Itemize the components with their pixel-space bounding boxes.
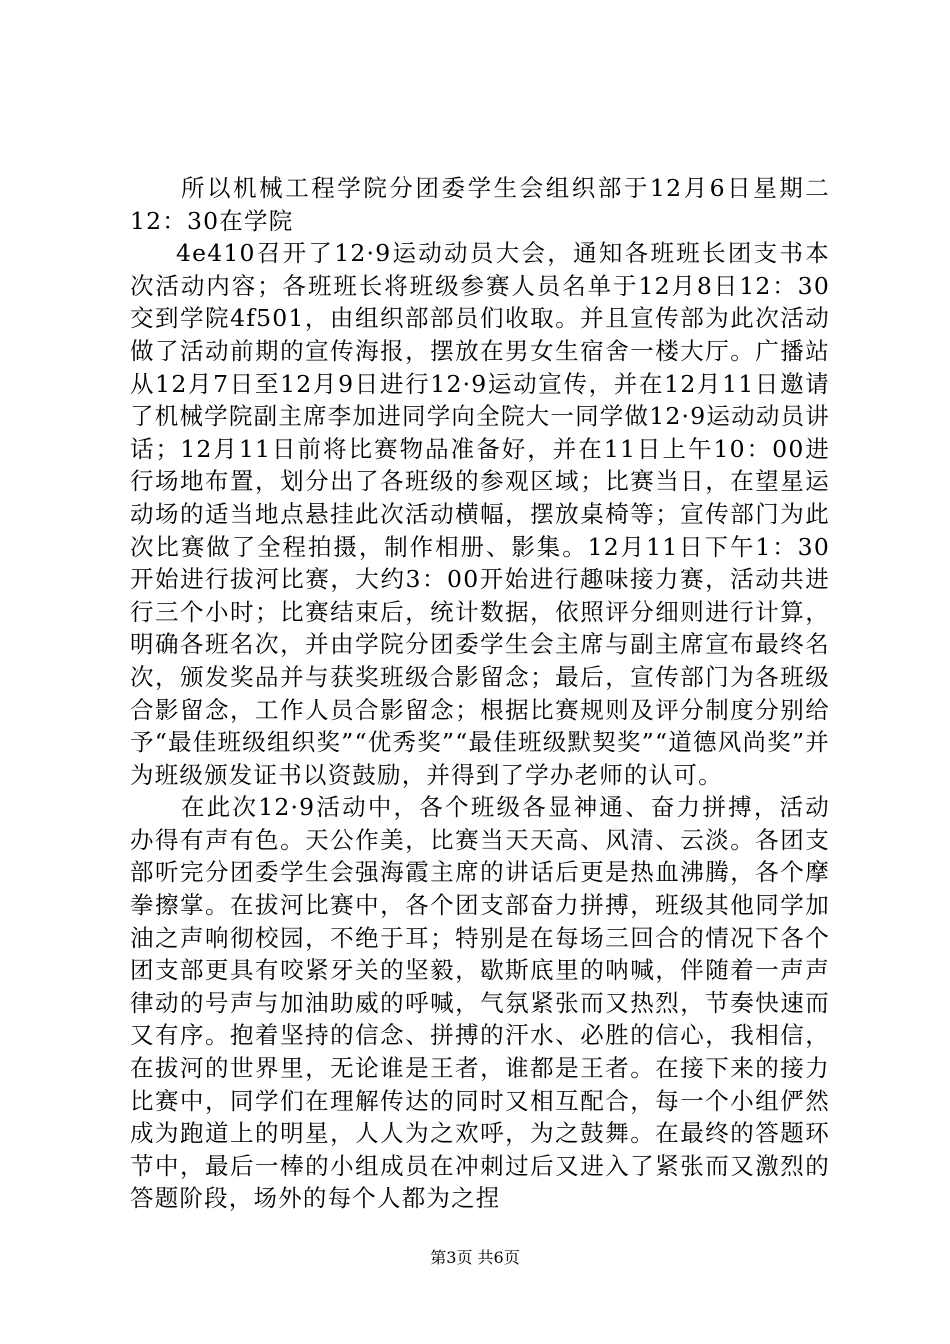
paragraph-1: 所以机械工程学院分团委学生会组织部于12月6日星期二12：30在学院 — [130, 174, 830, 235]
paragraph-3: 在此次12·9活动中，各个班级各显神通、奋力拼搏，活动办得有声有色。天公作美，比赛当天天高、风清、云淡。各团支部听完分团委学生会强海霞主席的讲话后更是热血沸腾，各个摩拳擦掌。在拔河比赛中，各个团支部奋力拼搏，班级其他同学加油之声响彻校园，不绝于耳；特别是在每场三回合的情况下各个团支部更具有咬紧牙关的坚毅，歇斯底里的呐喊，伴随着一声声律动的号声与加油助威的呼喊，气氛紧张而又热烈，节奏快速而又有序。抱着坚持的信念、拼搏的汗水、必胜的信心，我相信，在拔河的世界里，无论谁是王者，谁都是王者。在接下来的接力比赛中，同学们在理解传达的同时又相互配合，每一个小组俨然成为跑道上的明星，人人为之欢呼，为之鼓舞。在最终的答题环节中，最后一棒的小组成员在冲刺过后又进入了紧张而又激烈的答题阶段，场外的每个人都为之捏 — [130, 793, 830, 1213]
page-number-footer: 第3页 共6页 — [430, 1248, 520, 1267]
document-body — [130, 172, 830, 1215]
paragraph-2: 4e410召开了12·9运动动员大会，通知各班班长团支书本次活动内容；各班班长将班级参赛人员名单于12月8日12：30交到学院4f501，由组织部部员们收取。并且宣传部为此次活动做了活动前期的宣传海报，摆放在男女生宿舍一楼大厅。广播站从12月7日至12月9日进行12·9运动宣传，并在12月11日邀请了机械学院副主席李加进同学向全院大一同学做12·9运动动员讲话；12月11日前将比赛物品准备好，并在11日上午10：00进行场地布置，划分出了各班级的参观区域；比赛当日，在望星运动场的适当地点悬挂此次活动横幅，摆放桌椅等；宣传部门为此次比赛做了全程拍摄，制作相册、影集。12月11日下午1：30开始进行拔河比赛，大约3：00开始进行趣味接力赛，活动共进行三个小时；比赛结束后，统计数据，依照评分细则进行计算，明确各班名次，并由学院分团委学生会主席与副主席宣布最终名次，颁发奖品并与获奖班级合影留念；最后，宣传部门为各班级合影留念，工作人员合影留念；根据比赛规则及评分制度分别给予“最佳班级组织奖”“优秀奖”“最佳班级默契奖”“道德风尚奖”并为班级颁发证书以资鼓励，并得到了学办老师的认可。 — [130, 239, 830, 789]
